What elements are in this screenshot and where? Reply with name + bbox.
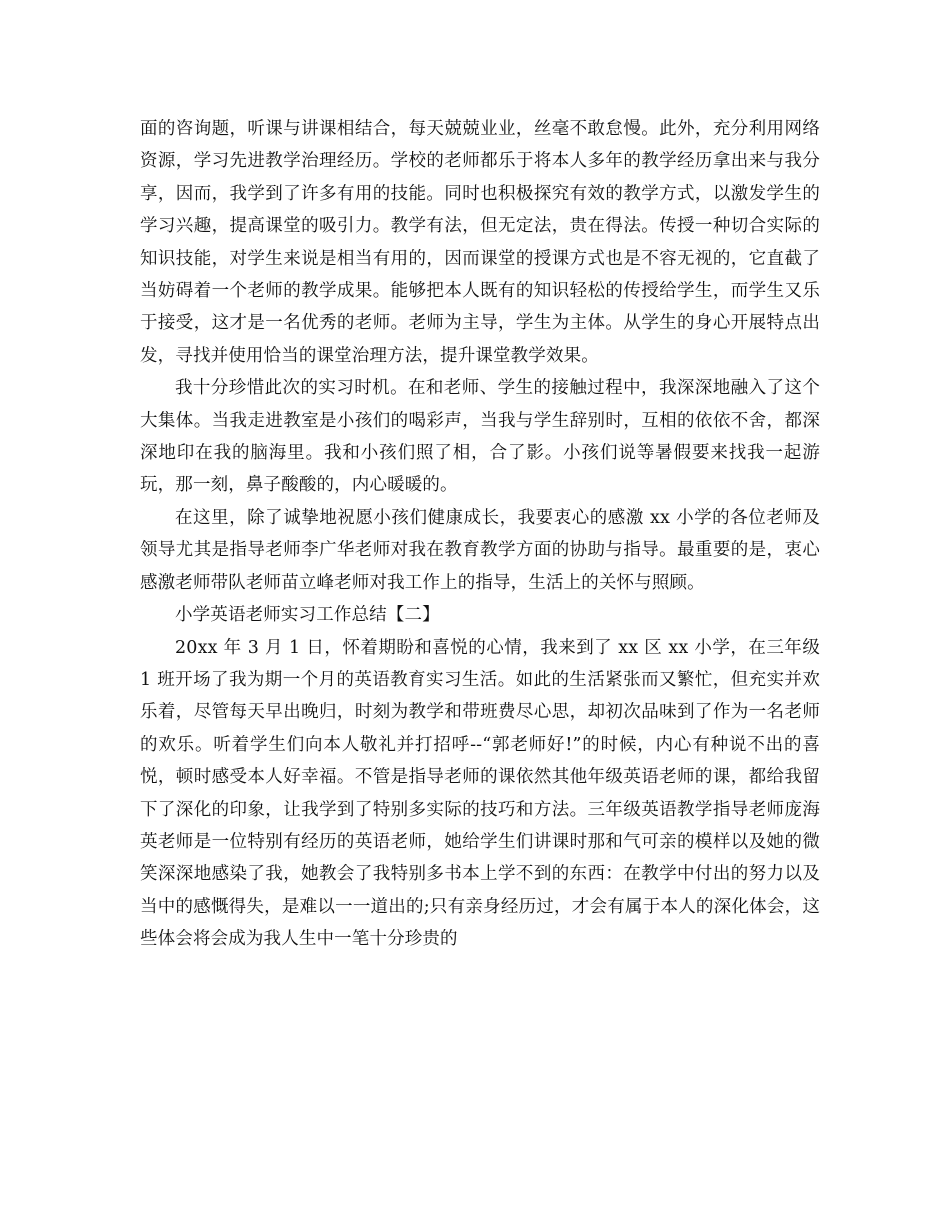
document-body [140, 113, 820, 956]
paragraph-4: 20xx 年 3 月 1 日，怀着期盼和喜悦的心情，我来到了 xx 区 xx 小学，在三年级 1 班开场了我为期一个月的英语教育实习生活。如此的生活紧张而又繁忙，但充实并欢乐着，尽管每天早出晚归，时刻为教学和带班费尽心思，却初次品味到了作为一名老师的欢乐。听着学生们向本人敬礼并打招呼--“郭老师好!”的时候，内心有种说不出的喜悦，顿时感受本人好幸福。不管是指导老师的课依然其他年级英语老师的课，都给我留下了深化的印象，让我学到了特别多实际的技巧和方法。三年级英语教学指导老师庞海英老师是一位特别有经历的英语老师，她给学生们讲课时那和气可亲的模样以及她的微笑深深地感染了我，她教会了我特别多书本上学不到的东西：在教学中付出的努力以及当中的感慨得失，是难以一一道出的;只有亲身经历过，才会有属于本人的深化体会，这些体会将会成为我人生中一笔十分珍贵的 [140, 637, 820, 950]
section-heading: 小学英语老师实习工作总结【二】 [175, 605, 440, 626]
paragraph-3: 在这里，除了诚挚地祝愿小孩们健康成长，我要衷心的感激 xx 小学的各位老师及领导尤其是指导老师李广华老师对我在教育教学方面的协助与指导。最重要的是，衷心感激老师带队老师苗立峰老师对我工作上的指导，生活上的关怀与照顾。 [140, 507, 820, 593]
paragraph-1: 面的咨询题，听课与讲课相结合，每天兢兢业业，丝毫不敢怠慢。此外，充分利用网络资源，学习先进教学治理经历。学校的老师都乐于将本人多年的教学经历拿出来与我分享，因而，我学到了许多有用的技能。同时也积极探究有效的教学方式，以激发学生的学习兴趣，提高课堂的吸引力。教学有法，但无定法，贵在得法。传授一种切合实际的知识技能，对学生来说是相当有用的，因而课堂的授课方式也是不容无视的，它直截了当妨碍着一个老师的教学成果。能够把本人既有的知识轻松的传授给学生，而学生又乐于接受，这才是一名优秀的老师。老师为主导，学生为主体。从学生的身心开展特点出发，寻找并使用恰当的课堂治理方法，提升课堂教学效果。 [140, 119, 820, 366]
paragraph-2: 我十分珍惜此次的实习时机。在和老师、学生的接触过程中，我深深地融入了这个大集体。当我走进教室是小孩们的喝彩声，当我与学生辞别时，互相的依依不舍，都深深地印在我的脑海里。我和小孩们照了相，合了影。小孩们说等暑假要来找我一起游玩，那一刻，鼻子酸酸的，内心暖暖的。 [140, 378, 820, 496]
